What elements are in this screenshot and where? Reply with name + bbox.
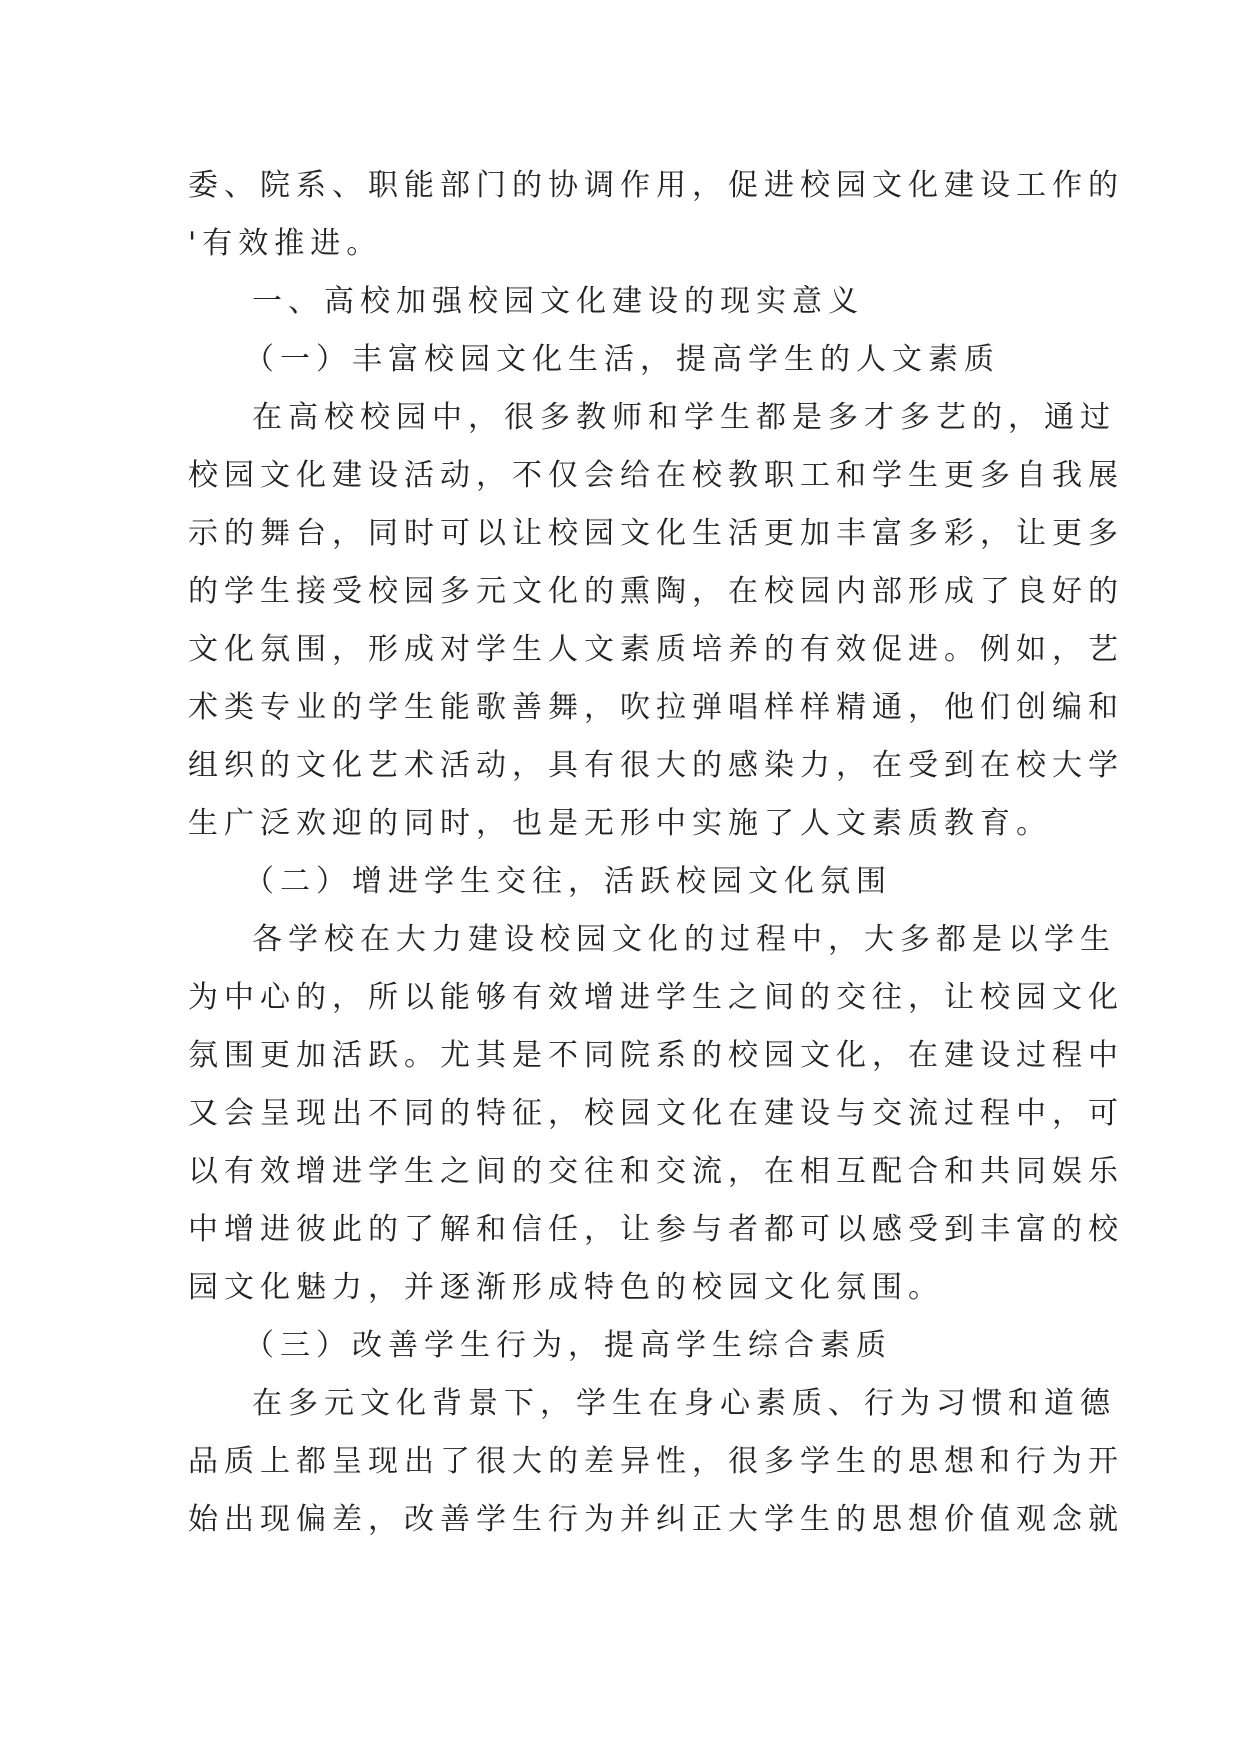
text-line: '有效推进。 [188, 226, 383, 261]
text-line: 以有效增进学生之间的交往和交流，在相互配合和共同娱乐 [188, 1154, 1124, 1189]
text-line: 校园文化建设活动，不仅会给在校教职工和学生更多自我展 [188, 458, 1124, 493]
text-line: 组织的文化艺术活动，具有很大的感染力，在受到在校大学 [188, 748, 1124, 783]
subsection-heading: （三）改善学生行为，提高学生综合素质 [244, 1328, 892, 1363]
text-line: 示的舞台，同时可以让校园文化生活更加丰富多彩，让更多 [188, 516, 1124, 551]
text-line: 园文化魅力，并逐渐形成特色的校园文化氛围。 [188, 1270, 944, 1305]
text-line: 又会呈现出不同的特征，校园文化在建设与交流过程中，可 [188, 1096, 1124, 1131]
paragraph-first-line: 在高校校园中，很多教师和学生都是多才多艺的，通过 [252, 400, 1116, 435]
text-line: 文化氛围，形成对学生人文素质培养的有效促进。例如，艺 [188, 632, 1124, 667]
subsection-heading: （一）丰富校园文化生活，提高学生的人文素质 [244, 342, 1000, 377]
text-line: 始出现偏差，改善学生行为并纠正大学生的思想价值观念就 [188, 1502, 1124, 1537]
section-heading: 一、高校加强校园文化建设的现实意义 [252, 284, 864, 319]
text-line: 生广泛欢迎的同时，也是无形中实施了人文素质教育。 [188, 806, 1052, 841]
text-line: 品质上都呈现出了很大的差异性，很多学生的思想和行为开 [188, 1444, 1124, 1479]
subsection-heading: （二）增进学生交往，活跃校园文化氛围 [244, 864, 892, 899]
paragraph-first-line: 在多元文化背景下，学生在身心素质、行为习惯和道德 [252, 1386, 1116, 1421]
text-line: 术类专业的学生能歌善舞，吹拉弹唱样样精通，他们创编和 [188, 690, 1124, 725]
text-line: 氛围更加活跃。尤其是不同院系的校园文化，在建设过程中 [188, 1038, 1124, 1073]
paragraph-first-line: 各学校在大力建设校园文化的过程中，大多都是以学生 [252, 922, 1116, 957]
text-line: 中增进彼此的了解和信任，让参与者都可以感受到丰富的校 [188, 1212, 1124, 1247]
text-line: 委、院系、职能部门的协调作用，促进校园文化建设工作的 [188, 168, 1124, 203]
body-text [188, 157, 1124, 1549]
text-line: 为中心的，所以能够有效增进学生之间的交往，让校园文化 [188, 980, 1124, 1015]
text-line: 的学生接受校园多元文化的熏陶，在校园内部形成了良好的 [188, 574, 1124, 609]
